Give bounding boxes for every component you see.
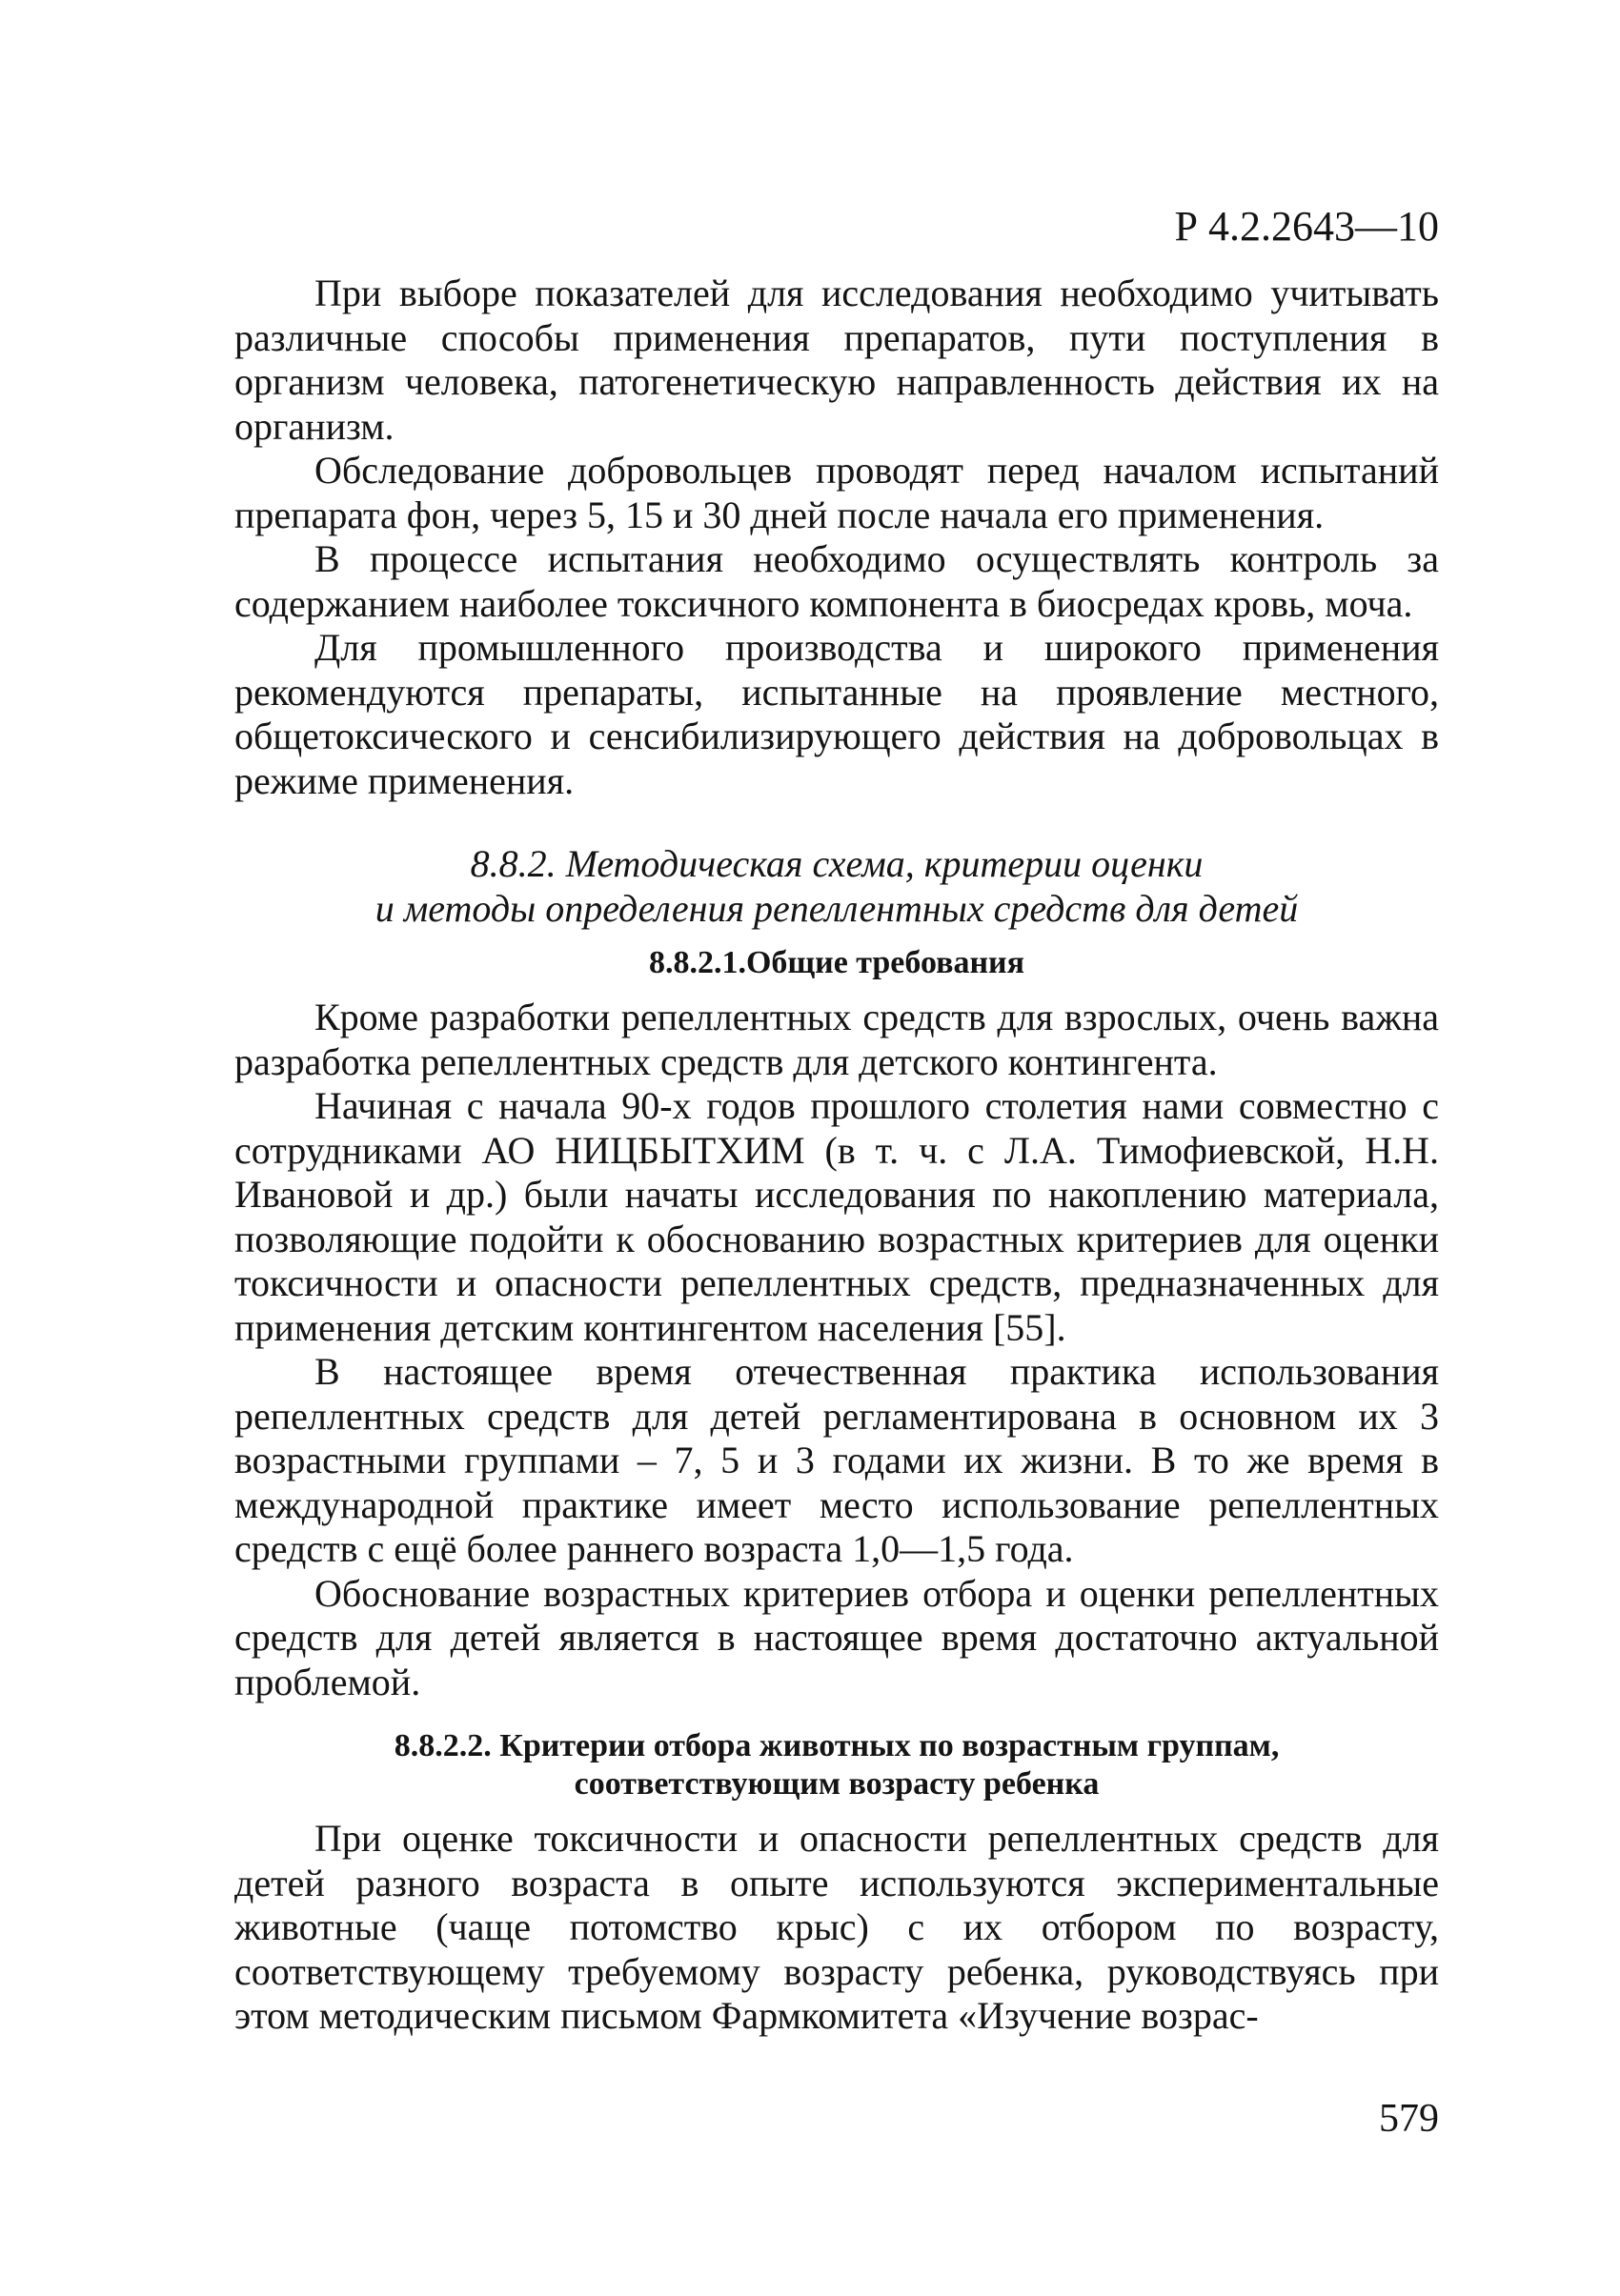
subsection-heading-line: соответствующим возрасту ребенка — [574, 1766, 1100, 1802]
subsection-heading-8-8-2-2 — [234, 1727, 1439, 1803]
paragraph: В процессе испытания необходимо осуществлять контроль за содержанием наиболее токсичного компонента в биосредах кровь, моча. — [234, 537, 1439, 625]
section-heading-8-8-2 — [234, 841, 1439, 931]
paragraph: Для промышленного производства и широкого применения рекомендуются препараты, испытанные на проявление местного, общетоксического и сенсибилизирующего действия на добровольцах в режиме применения. — [234, 626, 1439, 802]
page-number: 579 — [1379, 2097, 1439, 2141]
paragraph: При оценке токсичности и опасности репеллентных средств для детей разного возраста в опыте используются экспериментальные животные (чаще потомство крыс) с их отбором по возрасту, соответствующему требуемому возрасту ребенка, руководствуясь при этом методическим письмом Фармкомитета «Изучение возрас- — [234, 1817, 1439, 2037]
paragraph: В настоящее время отечественная практика использования репеллентных средств для детей регламентирована в основном их 3 возрастными группами – 7, 5 и 3 годами их жизни. В то же время в международной практике имеет место использование репеллентных средств с ещё более раннего возраста 1,0—1,5 года. — [234, 1350, 1439, 1570]
subsection-heading-8-8-2-1: 8.8.2.1.Общие требования — [648, 945, 1025, 980]
paragraph: Обследование добровольцев проводят перед началом испытаний препарата фон, через 5, 15 и 30 дней после начала его применения. — [234, 449, 1439, 536]
page-body — [234, 272, 1439, 2039]
document-code: Р 4.2.2643—10 — [1174, 203, 1439, 250]
subsection-heading-line: 8.8.2.2. Критерии отбора животных по возрастным группам, — [394, 1728, 1280, 1763]
paragraph: Начиная с начала 90-х годов прошлого столетия нами совместно с сотрудниками АО НИЦБЫТХИМ (в т. ч. с Л.А. Тимофиевской, Н.Н. Ивановой и др.) были начаты исследования по накоплению материала, позволяющие подойти к обоснованию возрастных критериев для оценки токсичности и опасности репеллентных средств, предназначенных для применения детским контингентом населения [55]. — [234, 1084, 1439, 1349]
paragraph: Кроме разработки репеллентных средств для взрослых, очень важна разработка репеллентных средств для детского контингента. — [234, 996, 1439, 1083]
section-heading-line: 8.8.2. Методическая схема, критерии оценки — [470, 842, 1204, 885]
section-heading-line: и методы определения репеллентных средств для детей — [375, 887, 1299, 930]
paragraph: Обоснование возрастных критериев отбора и оценки репеллентных средств для детей является в настоящее время достаточно актуальной проблемой. — [234, 1571, 1439, 1703]
paragraph: При выборе показателей для исследования необходимо учитывать различные способы применения препаратов, пути поступления в организм человека, патогенетическую направленность действия их на организм. — [234, 272, 1439, 448]
